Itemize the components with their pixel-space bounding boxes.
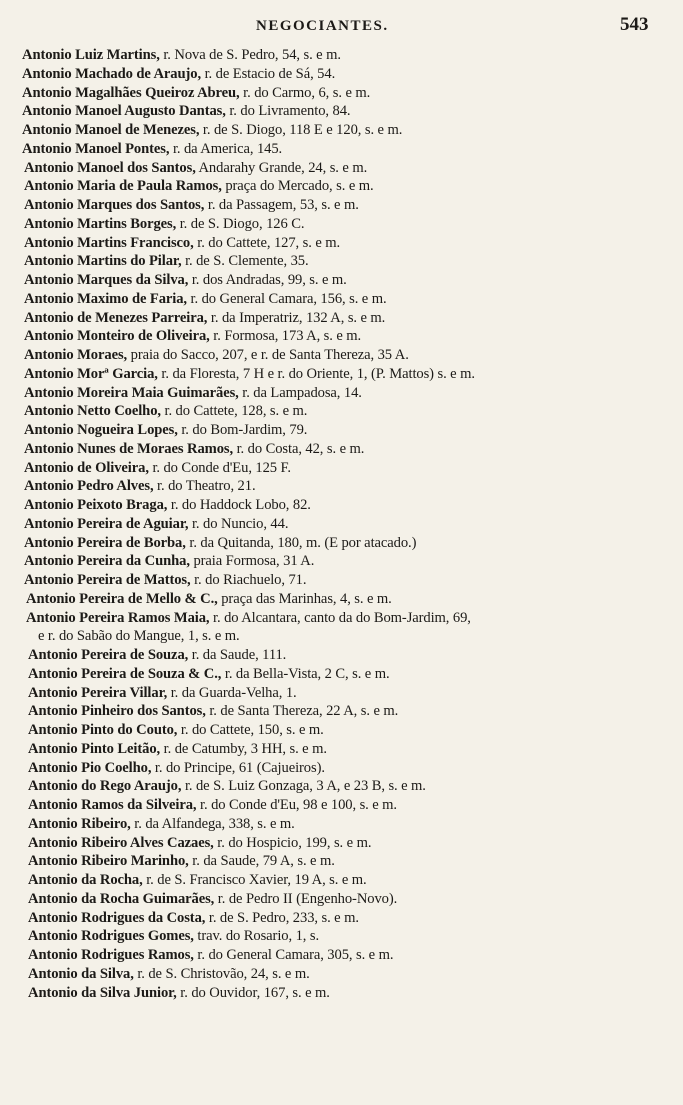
directory-entry — [0, 477, 683, 496]
merchant-address: trav. do Rosario, 1, s. — [193, 928, 319, 945]
merchant-address: praia Formosa, 31 A. — [189, 553, 315, 570]
merchant-name: Antonio Rodrigues da Costa, — [28, 909, 206, 926]
merchant-name: Antonio Maximo de Faria, — [24, 290, 187, 307]
merchant-address: r. de Pedro II (Engenho-Novo). — [214, 890, 398, 907]
merchant-name: Antonio Moraes, — [24, 347, 128, 363]
merchant-address: r. do Bom-Jardim, 79. — [177, 422, 308, 438]
merchant-address: r. do Alcantara, canto da do Bom-Jardim, 69, — [209, 609, 471, 626]
directory-entry — [0, 271, 683, 290]
merchant-address: Andarahy Grande, 24, s. e m. — [195, 159, 368, 176]
merchant-name: Antonio Pinto Leitão, — [28, 740, 161, 757]
merchant-address: r. da Floresta, 7 H e r. do Oriente, 1, (P. Mattos) s. e m. — [157, 365, 475, 382]
merchant-name: Antonio Pereira Ramos Maia, — [26, 609, 210, 626]
merchant-name: Antonio de Oliveira, — [24, 459, 149, 476]
merchant-name: Antonio Manoel dos Santos, — [24, 159, 196, 176]
directory-entry — [0, 252, 683, 271]
merchant-name: Antonio Rodrigues Gomes, — [28, 928, 194, 945]
directory-entry — [0, 552, 683, 571]
merchant-name: Antonio Pio Coelho, — [28, 759, 152, 776]
merchant-name: Antonio Machado de Araujo, — [22, 65, 202, 82]
merchant-list — [0, 46, 683, 1002]
merchant-address: r. da America, 145. — [169, 140, 283, 157]
merchant-address: r. do General Camara, 156, s. e m. — [186, 290, 387, 307]
directory-entry — [0, 890, 683, 909]
merchant-name: Antonio Manoel Augusto Dantas, — [22, 103, 226, 120]
directory-entry — [0, 234, 683, 253]
merchant-address: r. do General Camara, 305, s. e m. — [193, 947, 394, 963]
merchant-name: Antonio de Menezes Parreira, — [24, 309, 208, 326]
merchant-address: r. de S. Pedro, 233, s. e m. — [205, 909, 359, 926]
merchant-address: r. da Imperatriz, 132 A, s. e m. — [207, 309, 386, 326]
directory-entry — [0, 384, 683, 403]
directory-entry — [0, 46, 683, 65]
merchant-address: r. Formosa, 173 A, s. e m. — [209, 328, 362, 345]
merchant-name: Antonio Martins Borges, — [24, 215, 177, 232]
directory-entry — [0, 834, 683, 853]
directory-entry — [0, 515, 683, 534]
merchant-address: r. de Santa Thereza, 22 A, s. e m. — [205, 703, 399, 720]
merchant-address: r. de Catumby, 3 HH, s. e m. — [160, 740, 327, 757]
merchant-name: Antonio da Silva, — [28, 965, 134, 982]
directory-entry — [0, 309, 683, 328]
directory-entry — [0, 702, 683, 721]
merchant-address: r. Nova de S. Pedro, 54, s. e m. — [159, 47, 341, 63]
merchant-address: r. de S. Francisco Xavier, 19 A, s. e m. — [142, 872, 367, 888]
directory-entry — [0, 440, 683, 459]
merchant-name: Antonio Pereira de Aguiar, — [24, 515, 189, 532]
merchant-name: Antonio Peixoto Braga, — [24, 497, 168, 513]
merchant-name: Antonio Marques dos Santos, — [24, 197, 205, 213]
merchant-name: Antonio Maria de Paula Ramos, — [24, 178, 222, 195]
directory-entry — [0, 365, 683, 384]
directory-entry — [0, 290, 683, 309]
merchant-address: r. do Cattete, 127, s. e m. — [193, 234, 341, 251]
merchant-address: r. do Costa, 42, s. e m. — [233, 440, 365, 457]
directory-entry — [0, 627, 683, 646]
merchant-name: Antonio Pereira da Cunha, — [24, 553, 190, 570]
merchant-name: Antonio da Rocha Guimarães, — [28, 890, 215, 907]
directory-entry — [0, 421, 683, 440]
merchant-name: Antonio Pereira Villar, — [28, 684, 168, 701]
merchant-name: Antonio Rodrigues Ramos, — [28, 947, 194, 963]
directory-entry — [0, 346, 683, 365]
merchant-address: r. dos Andradas, 99, s. e m. — [188, 272, 347, 288]
merchant-address: r. da Saude, 111. — [188, 647, 287, 663]
directory-entry — [0, 965, 683, 984]
directory-entry — [0, 946, 683, 965]
merchant-address: e r. do Sabão do Mangue, 1, s. e m. — [38, 628, 240, 645]
merchant-address: r. de Estacio de Sá, 54. — [201, 65, 336, 82]
merchant-address: praça do Mercado, s. e m. — [221, 178, 374, 195]
merchant-name: Antonio Luiz Martins, — [22, 47, 160, 63]
merchant-name: Antonio Martins Francisco, — [24, 234, 194, 251]
merchant-name: Antonio Pedro Alves, — [24, 478, 154, 495]
merchant-address: r. do Conde d'Eu, 98 e 100, s. e m. — [196, 797, 397, 813]
merchant-address: praça das Marinhas, 4, s. e m. — [217, 590, 392, 607]
merchant-name: Antonio Nogueira Lopes, — [24, 422, 178, 438]
merchant-name: Antonio Pereira de Borba, — [24, 534, 186, 551]
merchant-name: Antonio Pereira de Mattos, — [24, 572, 191, 588]
directory-entry — [0, 402, 683, 421]
merchant-name: Antonio Ribeiro, — [28, 815, 131, 832]
merchant-address: praia do Sacco, 207, e r. de Santa Thereza, 35 A. — [127, 347, 409, 363]
merchant-address: r. da Saude, 79 A, s. e m. — [188, 853, 335, 870]
merchant-name: Antonio Pinto do Couto, — [28, 722, 178, 738]
directory-entry — [0, 871, 683, 890]
merchant-name: Antonio do Rego Araujo, — [28, 778, 182, 795]
merchant-name: Antonio Pereira de Souza, — [28, 647, 189, 663]
merchant-address: r. do Carmo, 6, s. e m. — [239, 84, 371, 101]
merchant-address: r. do Livramento, 84. — [225, 103, 351, 120]
directory-entry — [0, 159, 683, 178]
merchant-name: Antonio Manoel Pontes, — [22, 140, 170, 157]
merchant-name: Antonio Pereira de Mello & C., — [26, 590, 218, 607]
directory-entry — [0, 852, 683, 871]
merchant-address: r. do Haddock Lobo, 82. — [167, 497, 311, 513]
merchant-address: r. da Alfandega, 338, s. e m. — [130, 815, 295, 832]
directory-entry — [0, 459, 683, 478]
directory-entry — [0, 609, 683, 628]
section-title: NEGOCIANTES. — [256, 18, 389, 34]
merchant-name: Antonio Manoel de Menezes, — [22, 122, 200, 138]
merchant-name: Antonio Netto Coelho, — [24, 403, 161, 420]
merchant-address: r. de S. Diogo, 118 E e 120, s. e m. — [199, 122, 403, 138]
directory-entry — [0, 215, 683, 234]
page-header — [0, 14, 683, 42]
merchant-address: r. de S. Luiz Gonzaga, 3 A, e 23 B, s. e m. — [181, 778, 426, 795]
merchant-address: r. do Hospicio, 199, s. e m. — [213, 834, 372, 851]
merchant-name: Antonio Ribeiro Marinho, — [28, 853, 189, 870]
directory-entry — [0, 646, 683, 665]
merchant-name: Antonio da Silva Junior, — [28, 984, 177, 1001]
merchant-address: r. do Ouvidor, 167, s. e m. — [176, 984, 330, 1001]
merchant-name: Antonio Magalhães Queiroz Abreu, — [22, 84, 240, 101]
directory-entry — [0, 665, 683, 684]
directory-entry — [0, 777, 683, 796]
page-number: 543 — [620, 14, 649, 35]
directory-entry — [0, 796, 683, 815]
directory-entry — [0, 984, 683, 1003]
directory-entry — [0, 327, 683, 346]
merchant-name: Antonio Pereira de Souza & C., — [28, 665, 222, 682]
merchant-address: r. da Quitanda, 180, m. (E por atacado.) — [185, 534, 417, 551]
directory-entry — [0, 740, 683, 759]
directory-entry — [0, 177, 683, 196]
merchant-address: r. de S. Clemente, 35. — [181, 253, 309, 270]
directory-entry — [0, 684, 683, 703]
merchant-address: r. de S. Christovão, 24, s. e m. — [133, 965, 310, 982]
merchant-address: r. do Nuncio, 44. — [188, 515, 289, 532]
merchant-address: r. do Conde d'Eu, 125 F. — [148, 459, 291, 476]
directory-entry — [0, 496, 683, 515]
merchant-name: Antonio Moreira Maia Guimarães, — [24, 384, 239, 401]
directory-entry — [0, 571, 683, 590]
merchant-name: Antonio Ribeiro Alves Cazaes, — [28, 834, 214, 851]
directory-entry — [0, 102, 683, 121]
directory-entry — [0, 815, 683, 834]
directory-entry — [0, 590, 683, 609]
directory-entry — [0, 721, 683, 740]
directory-entry — [0, 909, 683, 928]
directory-entry — [0, 84, 683, 103]
merchant-name: Antonio Martins do Pilar, — [24, 253, 182, 270]
directory-entry — [0, 759, 683, 778]
merchant-address: r. do Theatro, 21. — [153, 478, 256, 495]
merchant-address: r. de S. Diogo, 126 C. — [176, 215, 305, 232]
directory-entry — [0, 121, 683, 140]
merchant-address: r. da Passagem, 53, s. e m. — [204, 197, 359, 213]
directory-entry — [0, 140, 683, 159]
merchant-name: Antonio Ramos da Silveira, — [28, 797, 197, 813]
merchant-name: Antonio Monteiro de Oliveira, — [24, 328, 210, 345]
merchant-name: Antonio da Rocha, — [28, 872, 143, 888]
merchant-address: r. do Cattete, 150, s. e m. — [177, 722, 324, 738]
merchant-name: Antonio Pinheiro dos Santos, — [28, 703, 206, 720]
merchant-address: r. da Lampadosa, 14. — [238, 384, 362, 401]
merchant-address: r. do Cattete, 128, s. e m. — [160, 403, 308, 420]
merchant-address: r. do Riachuelo, 71. — [190, 572, 307, 588]
merchant-name: Antonio Marques da Silva, — [24, 272, 189, 288]
merchant-address: r. da Guarda-Velha, 1. — [167, 684, 297, 701]
directory-entry — [0, 196, 683, 215]
directory-entry — [0, 927, 683, 946]
directory-entry — [0, 65, 683, 84]
merchant-name: Antonio Nunes de Moraes Ramos, — [24, 440, 234, 457]
merchant-name: Antonio Morª Garcia, — [24, 365, 158, 382]
merchant-address: r. do Principe, 61 (Cajueiros). — [151, 759, 325, 776]
directory-entry — [0, 534, 683, 553]
merchant-address: r. da Bella-Vista, 2 C, s. e m. — [221, 665, 390, 682]
